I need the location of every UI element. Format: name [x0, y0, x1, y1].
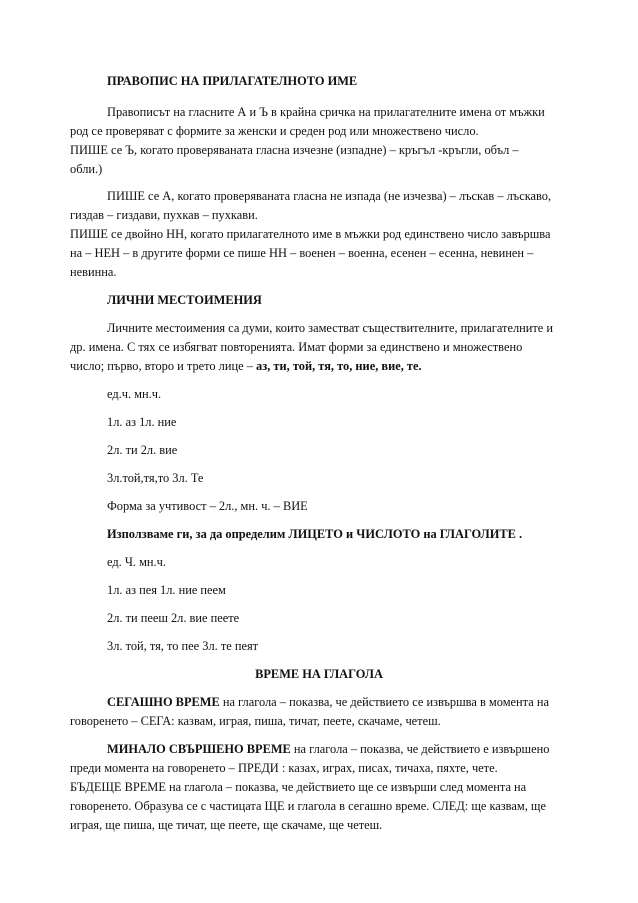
- verb-table-header: ед. Ч. мн.ч.: [107, 555, 166, 569]
- adjectives-p1-line-4: обли.): [70, 162, 103, 176]
- past-tense-line-1: [107, 740, 549, 759]
- present-tense-line-2: говоренето – СЕГА: казвам, играя, пиша, тичат, пеете, скачаме, четеш.: [70, 714, 441, 728]
- adjectives-heading: ПРАВОПИС НА ПРИЛАГАТЕЛНОТО ИМЕ: [107, 74, 358, 88]
- pronouns-p1-line-3: [70, 357, 422, 376]
- pronouns-p1-line-3-text: число; първо, второ и трето лице –: [70, 359, 257, 373]
- present-tense-definition: на глагола – показва, че действието се извършва в момента на: [219, 695, 549, 709]
- pronoun-table-row-2: 2л. ти 2л. вие: [107, 443, 178, 457]
- adjectives-p2-line-4: на – НЕН – в другите форми се пише НН – военен – военна, есенен – есенна, невинен –: [70, 246, 534, 260]
- verb-table-row-1: 1л. аз пея 1л. ние пеем: [107, 583, 226, 597]
- politeness-form: Форма за учтивост – 2л., мн. ч. – ВИЕ: [107, 499, 308, 513]
- adjectives-p1-line-1: Правописът на гласните А и Ъ в крайна сричка на прилагателните имена от мъжки: [107, 105, 545, 119]
- adjectives-p2-line-2: гиздав – гиздави, пухкав – пухкави.: [70, 208, 258, 222]
- adjectives-p2-line-1: ПИШЕ се А, когато проверяваната гласна не изпада (не изчезва) – лъскав – лъскаво,: [107, 189, 552, 203]
- tense-heading: ВРЕМЕ НА ГЛАГОЛА: [255, 667, 383, 681]
- pronouns-p1-line-2: др. имена. С тях се избягват повторенията. Имат форми за единствено и множествено: [70, 340, 523, 354]
- pronouns-p1-line-1: Личните местоимения са думи, които заместват съществителните, прилагателните и: [107, 321, 554, 335]
- adjectives-p2-line-5: невинна.: [70, 265, 117, 279]
- past-tense-line-2: преди момента на говоренето – ПРЕДИ : казах, играх, писах, тичаха, пяхте, чете.: [70, 761, 498, 775]
- pronoun-table-row-1: 1л. аз 1л. ние: [107, 415, 177, 429]
- past-tense-definition: на глагола – показва, че действието е извършено: [290, 742, 550, 756]
- pronoun-table-row-3: 3л.той,тя,то 3л. Те: [107, 471, 204, 485]
- pronouns-usage: Използваме ги, за да определим ЛИЦЕТО и ЧИСЛОТО на ГЛАГОЛИТЕ .: [107, 527, 523, 541]
- adjectives-p1-line-2: род се проверяват с формите за женски и среден род или множествено число.: [70, 124, 479, 138]
- future-tense-line-3: играя, ще пиша, ще тичат, ще пеете, ще скачаме, ще четеш.: [70, 818, 383, 832]
- adjectives-p1-line-3: ПИШЕ се Ъ, когато проверяваната гласна изчезне (изпадне) – кръгъл -кръгли, объл –: [70, 143, 519, 157]
- pronouns-list-bold: аз, ти, той, тя, то, ние, вие, те.: [256, 359, 422, 373]
- present-tense-line-1: [107, 693, 549, 712]
- future-tense-line-2: говоренето. Образува се с частицата ЩЕ и глагола в сегашно време. СЛЕД: ще казвам, ще: [70, 799, 546, 813]
- verb-table-row-3: 3л. той, тя, то пее 3л. те пеят: [107, 639, 259, 653]
- verb-table-row-2: 2л. ти пееш 2л. вие пеете: [107, 611, 240, 625]
- pronouns-heading: ЛИЧНИ МЕСТОИМЕНИЯ: [107, 293, 262, 307]
- adjectives-p2-line-3: ПИШЕ се двойно НН, когато прилагателното име в мъжки род единствено число завършва: [70, 227, 551, 241]
- present-tense-term: СЕГАШНО ВРЕМЕ: [107, 695, 220, 709]
- future-tense-line-1: БЪДЕЩЕ ВРЕМЕ на глагола – показва, че действието ще се извърши след момента на: [70, 780, 527, 794]
- pronoun-table-header: ед.ч. мн.ч.: [107, 387, 162, 401]
- past-tense-term: МИНАЛО СВЪРШЕНО ВРЕМЕ: [107, 742, 291, 756]
